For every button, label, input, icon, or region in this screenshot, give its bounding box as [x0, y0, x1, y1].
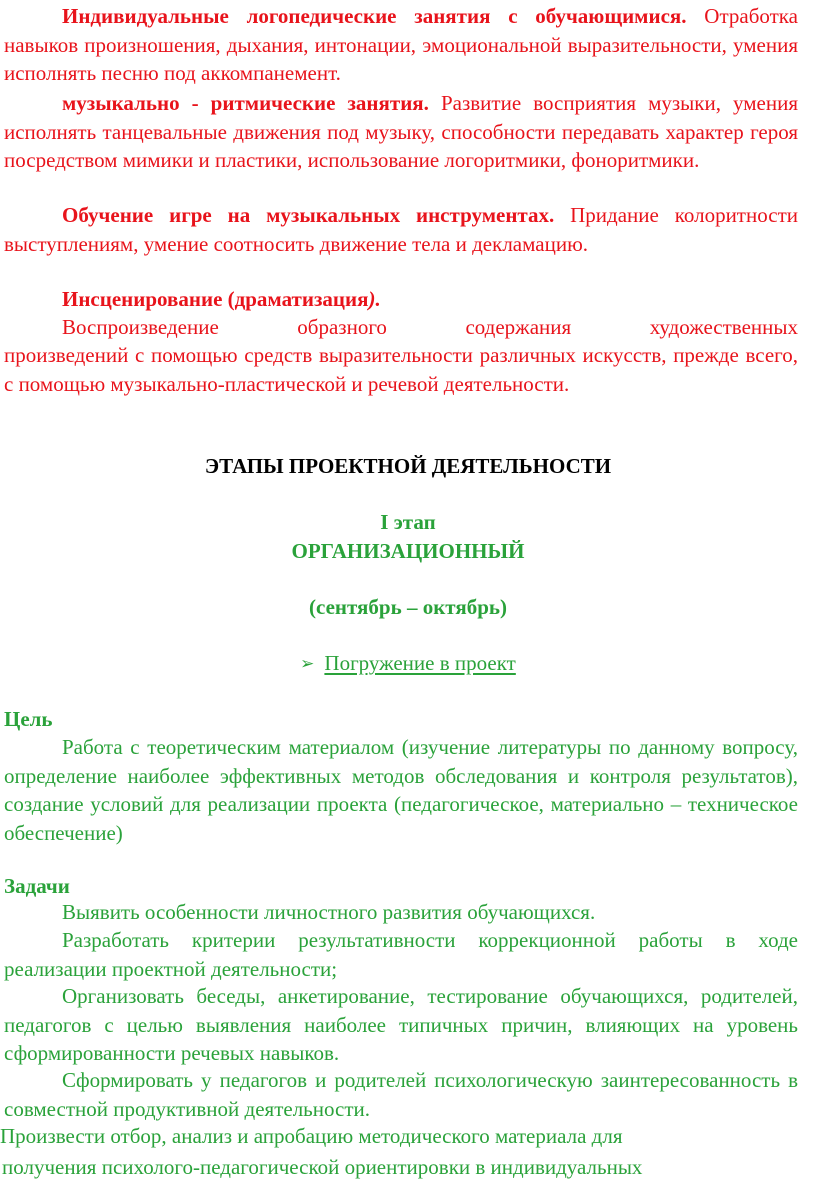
paragraph-text: Воспроизведение образного содержания художественных	[62, 315, 798, 339]
stages-heading: ЭТАПЫ ПРОЕКТНОЙ ДЕЯТЕЛЬНОСТИ	[204, 454, 612, 478]
task-item: Разработать критерии результативности коррекционной работы в ходе реализации проектной деятельности;	[4, 928, 798, 981]
paragraph-music-rhythm	[0, 89, 816, 175]
paragraph-reproduction-rest	[0, 341, 816, 398]
task-item-line2: получения психолого-педагогической ориентировки в индивидуальных	[2, 1155, 643, 1179]
task-item: Организовать беседы, анкетирование, тестирование обучающихся, родителей, педагогов с целью выявления наиболее типичных причин, влияющих на уровень сформированности речевых навыков.	[4, 984, 798, 1065]
paragraph-bold-lead: Обучение игре на музыкальных инструментах.	[62, 203, 555, 227]
paragraph-bold-italic-close: ).	[368, 287, 381, 311]
paragraph-staging	[0, 285, 816, 314]
paragraph-text: произведений с помощью средств выразительности различных искусств, прежде всего, с помощью музыкально-пластической и речевой деятельности.	[4, 343, 798, 396]
task-item: Сформировать у педагогов и родителей психологическую заинтересованность в совместной продуктивной деятельности.	[4, 1068, 798, 1121]
paragraph-text: Развитие восприятия музыки, умения исполнять танцевальные движения под музыку, способности передавать характер героя посредством мимики и пластики, использование логоритмики, фоноритмики.	[4, 91, 798, 172]
stage-period: (сентябрь – октябрь)	[309, 595, 507, 619]
paragraph-individual-sessions	[0, 2, 816, 88]
paragraph-bold-lead: Инсценирование (драматизация	[62, 287, 369, 311]
paragraph-text: Отработка навыков произношения, дыхания, интонации, эмоциональной выразительности, умения исполнять песню под аккомпанемент.	[4, 4, 798, 85]
paragraph-text: Придание колоритности выступлениям, умение соотносить движение тела и декламацию.	[4, 203, 798, 256]
paragraph-instruments	[0, 201, 816, 258]
tasks-label: Задачи	[4, 874, 70, 898]
paragraph-bold-lead: Индивидуальные логопедические занятия с обучающимися.	[62, 4, 687, 28]
paragraph-bold-lead: музыкально - ритмические занятия.	[62, 91, 429, 115]
stage-number: I этап	[380, 510, 436, 534]
task-item: Выявить особенности личностного развития обучающихся.	[62, 900, 596, 924]
arrowhead-bullet-icon: ➢	[300, 654, 315, 673]
bullet-item	[0, 649, 816, 679]
task-item-line1: Произвести отбор, анализ и апробацию методического материала для	[0, 1124, 623, 1148]
goal-text: Работа с теоретическим материалом (изучение литературы по данному вопросу, определение наиболее эффективных методов обследования и контроля результатов), создание условий для реализации проекта (педагогическое, материально – техническое обеспечение)	[4, 735, 798, 845]
goal-label: Цель	[4, 707, 53, 731]
stage-name: ОРГАНИЗАЦИОННЫЙ	[291, 539, 525, 563]
bullet-link-text: Погружение в проект	[324, 651, 516, 675]
paragraph-reproduction-line1	[0, 313, 816, 342]
